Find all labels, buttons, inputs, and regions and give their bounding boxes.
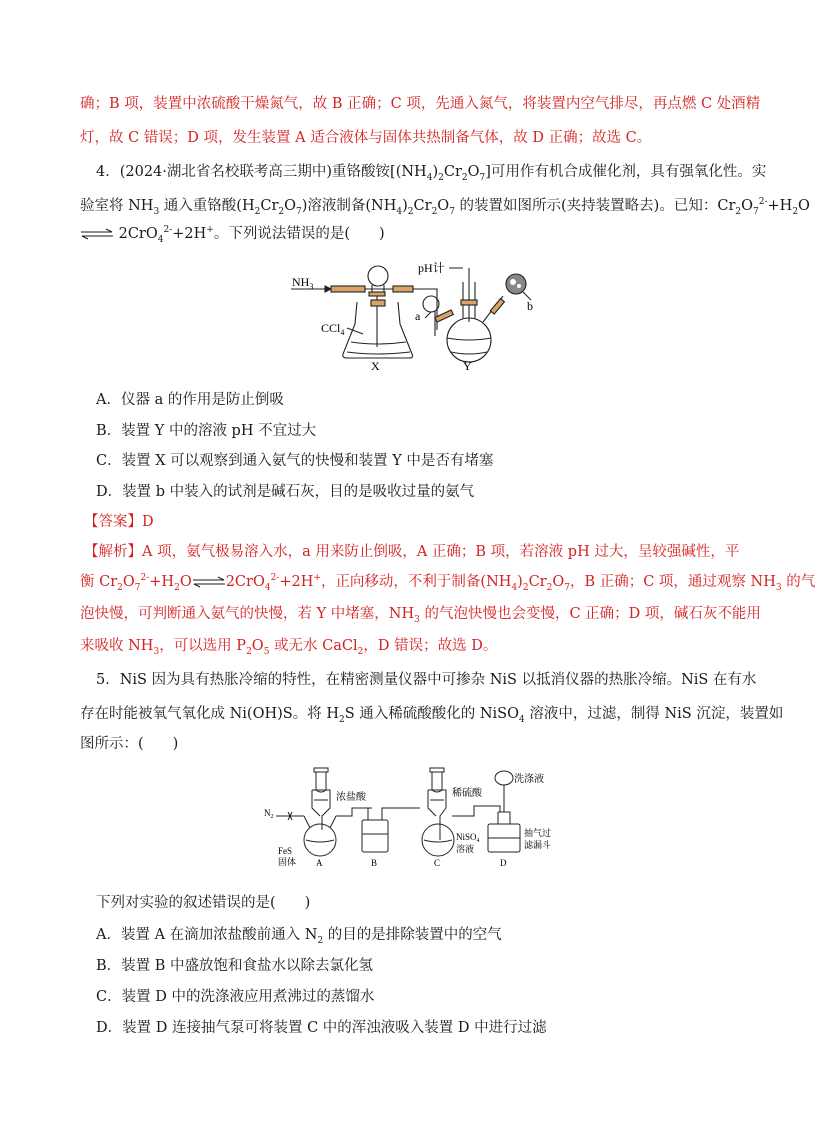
prev-analysis-line-2: 灯，故 C 错误；D 项，发生装置 A 适合液体与固体共热制备气体，故 D 正确；故选 C。 bbox=[80, 130, 652, 146]
q4-stem-line-3: 2CrO$_4^{2-}$+2H+。下列说法错误的是( ) bbox=[80, 224, 720, 244]
label-dilute-h2so4: 稀硫酸 bbox=[452, 788, 482, 799]
q4-apparatus-figure bbox=[285, 252, 565, 374]
label-nh3: $NH_3$ bbox=[292, 275, 314, 291]
q4-analysis-line-2: 衡 $Cr_2O_7^{2-}+H_2O$ 2CrO$_4^{2-}$+2H+，正向移动，不利于制备$(NH_4)_2Cr_2O_7$，B 正确；C 项，通过观察 $NH_3$ 的气 bbox=[80, 573, 815, 593]
q5-option-b: B．装置 B 中盛放饱和食盐水以除去氯化氢 bbox=[96, 958, 374, 974]
q5-question: 下列对实验的叙述错误的是( ) bbox=[96, 895, 311, 911]
prev-analysis-line-1: 确；B 项，装置中浓硫酸干燥氮气，故 B 正确；C 项，先通入氮气，将装置内空气排尽，再点燃 C 处酒精 bbox=[80, 96, 761, 112]
q4-stem-line-2: 验室将 $NH_3$ 通入重铬酸$(H_2Cr_2O_7)$溶液制备$(NH_4)_2Cr_2O_7$ 的装置如图所示(夹持装置略去)。已知：$Cr_2O_7^{2-}+H_2O$ bbox=[80, 197, 810, 217]
label-n2: $N_2$ bbox=[264, 808, 274, 820]
label-fes: FeS bbox=[278, 846, 293, 856]
q4-option-a: A．仪器 a 的作用是防止倒吸 bbox=[96, 392, 284, 408]
label-device-c: C bbox=[434, 858, 441, 868]
label-device-b: B bbox=[371, 858, 378, 868]
label-solid: 固体 bbox=[278, 858, 297, 868]
q5-option-a: A．装置 A 在滴加浓盐酸前通入 $N_2$ 的目的是排除装置中的空气 bbox=[96, 927, 502, 946]
label-x: X bbox=[371, 359, 380, 373]
label-funnel-1: 抽气过 bbox=[524, 829, 552, 839]
q4-option-d: D．装置 b 中装入的试剂是碱石灰，目的是吸收过量的氨气 bbox=[96, 484, 475, 500]
q4-analysis-line-1: 【解析】A 项，氨气极易溶入水，a 用来防止倒吸，A 正确；B 项，若溶液 pH 过大，呈较强碱性，平 bbox=[84, 544, 740, 560]
q5-stem-line-1: 5．NiS 因为具有热胀冷缩的特性，在精密测量仪器中可掺杂 NiS 以抵消仪器的热胀冷缩。NiS 在有水 bbox=[96, 672, 757, 688]
label-b: b bbox=[527, 299, 533, 313]
equilibrium-arrow-icon bbox=[192, 577, 226, 587]
label-a: a bbox=[415, 309, 421, 323]
q4-stem-line-1: 4．(2024·湖北省名校联考高三期中)重铬酸铵$[(NH_4)_2Cr_2O_7]$可用作有机合成催化剂，具有强氧化性。实 bbox=[96, 164, 767, 183]
label-solution: 溶液 bbox=[456, 845, 475, 855]
label-conc-hcl: 浓盐酸 bbox=[336, 792, 366, 803]
q5-stem-line-2: 存在时能被氧气氧化成 Ni(OH)S。将 $H_2S$ 通入稀硫酸酸化的 NiSO$_4$ 溶液中，过滤，制得 NiS 沉淀，装置如 bbox=[80, 706, 784, 725]
q4-answer: 【答案】D bbox=[84, 514, 154, 530]
label-device-d: D bbox=[500, 858, 507, 868]
q4-analysis-line-3: 泡快慢，可判断通入氨气的快慢，若 Y 中堵塞，$NH_3$ 的气泡快慢也会变慢，C 正确；D 项，碱石灰不能用 bbox=[80, 606, 761, 625]
q4-analysis-line-4: 来吸收 $NH_3$，可以选用 $P_2O_5$ 或无水 CaCl$_2$，D 错误；故选 D。 bbox=[80, 638, 498, 657]
q5-option-c: C．装置 D 中的洗涤液应用煮沸过的蒸馏水 bbox=[96, 989, 375, 1005]
equilibrium-arrow-icon bbox=[80, 229, 114, 239]
q4-option-c: C．装置 X 可以观察到通入氨气的快慢和装置 Y 中是否有堵塞 bbox=[96, 453, 494, 469]
label-niso4: NiSO$_4$ bbox=[456, 832, 480, 844]
q4-option-b: B．装置 Y 中的溶液 pH 不宜过大 bbox=[96, 423, 317, 439]
label-ph-meter: pH计 bbox=[418, 261, 445, 275]
q5-apparatus-figure bbox=[252, 760, 552, 866]
label-ccl4: CCl$_4$ bbox=[321, 321, 345, 337]
label-device-a: A bbox=[316, 858, 323, 868]
label-funnel-2: 滤漏斗 bbox=[524, 841, 552, 851]
label-y: Y bbox=[463, 359, 472, 373]
label-wash-liquid: 洗涤液 bbox=[514, 774, 544, 785]
q5-option-d: D．装置 D 连接抽气泵可将装置 C 中的浑浊液吸入装置 D 中进行过滤 bbox=[96, 1020, 547, 1036]
q5-stem-line-3: 图所示：( ) bbox=[80, 736, 179, 752]
